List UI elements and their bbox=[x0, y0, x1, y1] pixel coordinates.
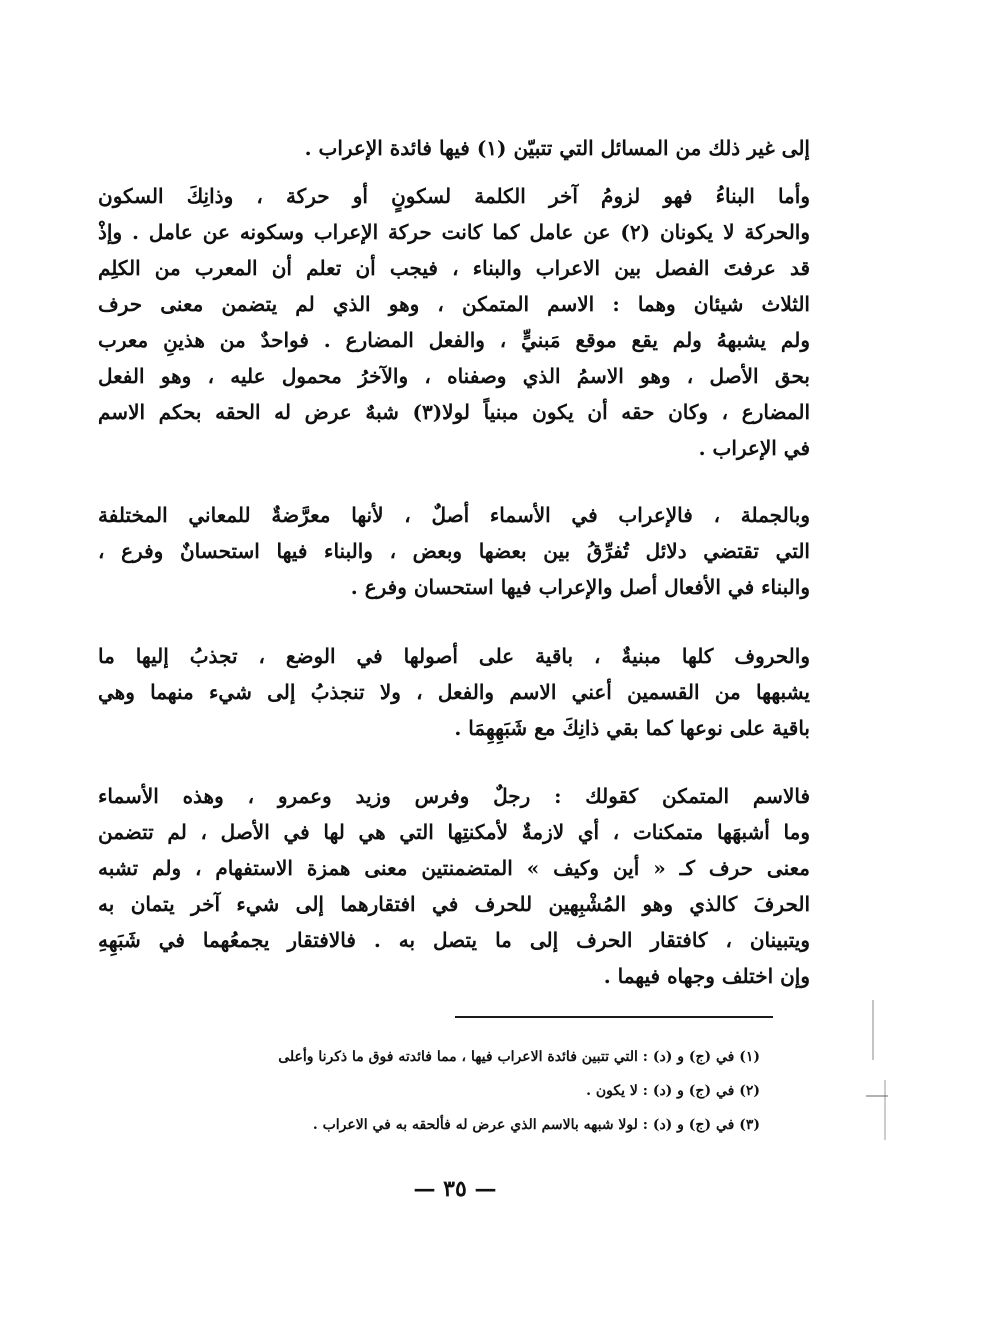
text-line: معنى حرف كـ « أين وكيف » المتضمنتين معنى همزة الاستفهام ، ولم تشبه bbox=[98, 856, 810, 880]
footnote-1: (١) في (ج) و (د) : التي تتبين فائدة الاعراب فيها ، مما فائدته فوق ما ذكرنا وأعلى bbox=[278, 1049, 760, 1065]
page-number: — ٣٥ — bbox=[413, 1176, 497, 1202]
scan-artifact bbox=[872, 1000, 874, 1060]
scan-artifact bbox=[884, 1080, 886, 1140]
text-line: الثلاث شيئان وهما : الاسم المتمكن ، وهو الذي لم يتضمن معنى حرف bbox=[98, 292, 810, 316]
footnotes bbox=[130, 1040, 760, 1142]
paragraph-bina bbox=[98, 178, 810, 466]
text-line: بحق الأصل ، وهو الاسمُ الذي وصفناه ، والآخرُ محمول عليه ، وهو الفعل bbox=[98, 364, 810, 388]
text-line: وبالجملة ، فالإعراب في الأسماء أصلٌ ، لأنها معرَّضةٌ للمعاني المختلفة bbox=[98, 503, 810, 527]
text-line: إلى غير ذلك من المسائل التي تتبيّن (١) فيها فائدة الإعراب . bbox=[304, 136, 810, 160]
paragraph-intro bbox=[98, 130, 810, 166]
text-line: التي تقتضي دلائل تُفرِّقُ بين بعضها وبعض ، والبناء فيها استحسانٌ وفرع ، bbox=[98, 539, 810, 563]
text-line: الحرفَ كالذي وهو المُشْبِهين للحرف في افتقارهما إلى شيء آخر يتمان به bbox=[98, 892, 810, 916]
footnote-3: (٣) في (ج) و (د) : لولا شبهه بالاسم الذي عرض له فألحقه به في الاعراب . bbox=[312, 1117, 760, 1133]
text-line: والبناء في الأفعال أصل والإعراب فيها استحسان وفرع . bbox=[350, 575, 810, 599]
text-line: والحروف كلها مبنيةٌ ، باقية على أصولها في الوضع ، تجذبُ إليها ما bbox=[98, 644, 810, 668]
text-line: يشبهها من القسمين أعني الاسم والفعل ، ولا تنجذبُ إلى شيء منهما وهي bbox=[98, 680, 810, 704]
text-line: في الإعراب . bbox=[698, 436, 810, 460]
text-line: وإن اختلف وجهاه فيهما . bbox=[603, 964, 810, 988]
text-line: ويتبينان ، كافتقار الحرف إلى ما يتصل به . فالافتقار يجمعُهما في شَبَهِهِ bbox=[98, 928, 810, 952]
text-line: ولم يشبههُ ولم يقع موقع مَبنيٍّ ، والفعل المضارع . فواحدٌ من هذينِ معرب bbox=[98, 328, 810, 352]
text-line: قد عرفتَ الفصل بين الاعراب والبناء ، فيجب أن تعلم أن المعرب من الكلِم bbox=[98, 256, 810, 280]
text-line: فالاسم المتمكن كقولك : رجلٌ وفرس وزيد وعمرو ، وهذه الأسماء bbox=[98, 784, 810, 808]
footnote-divider bbox=[455, 1016, 773, 1018]
footnote-2: (٢) في (ج) و (د) : لا يكون . bbox=[586, 1083, 760, 1099]
text-line: وأما البناءُ فهو لزومُ آخر الكلمة لسكونٍ أو حركة ، وذانِكَ السكون bbox=[98, 184, 810, 208]
paragraph-huruf bbox=[98, 638, 810, 746]
text-line: باقية على نوعها كما بقي ذانِكَ مع شَبَهِهِمَا . bbox=[454, 716, 810, 740]
text-line: والحركة لا يكونان (٢) عن عامل كما كانت حركة الإعراب وسكونه عن عامل . وإذْ bbox=[98, 220, 810, 244]
text-line: وما أشبهَها متمكنات ، أي لازمةٌ لأمكنتِها التي هي لها في الأصل ، لم تتضمن bbox=[98, 820, 810, 844]
paragraph-ism-mutamakkin bbox=[98, 778, 810, 994]
text-line: المضارع ، وكان حقه أن يكون مبنياً لولا(٣) شبهٌ عرض له الحقه بحكم الاسم bbox=[98, 400, 810, 424]
paragraph-jumla bbox=[98, 497, 810, 605]
